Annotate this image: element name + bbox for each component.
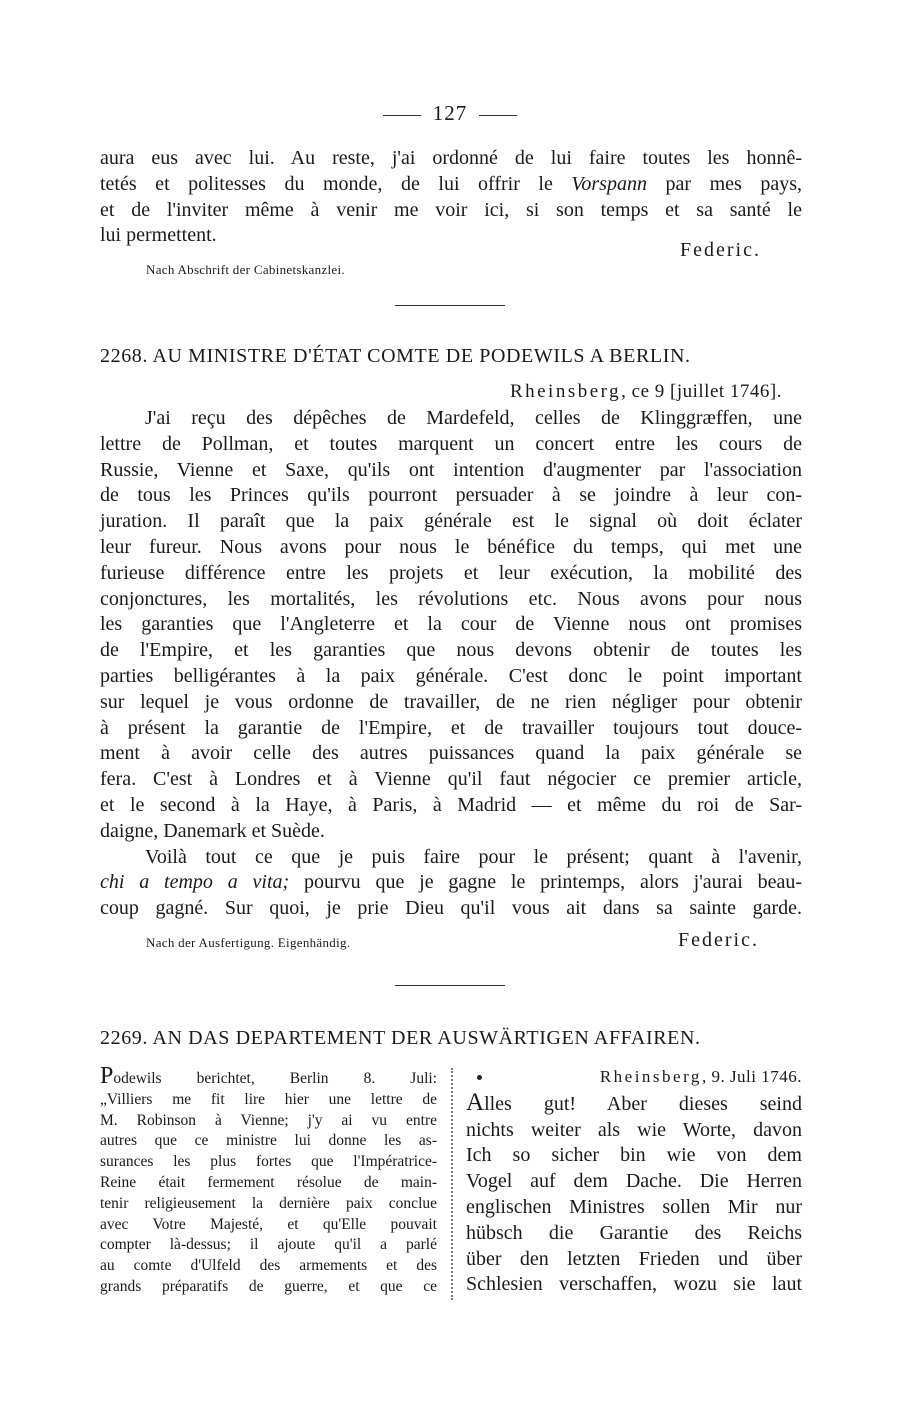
source-note: Nach Abschrift der Cabinetskanzlei. — [146, 262, 345, 277]
text-fragment: pourvu que je gagne le printemps, alors j'aurai beau- — [289, 871, 802, 894]
text-line: Reine était fermement résolue de main- — [100, 1173, 437, 1191]
text-line: lui permettent. — [100, 224, 217, 247]
text-line: nichts weiter als wie Worte, davon — [466, 1118, 802, 1141]
text-line: avec Votre Majesté, et qu'Elle pouvait — [100, 1215, 437, 1233]
text-line: de tous les Princes qu'ils pourront persuader à se joindre à leur con- — [100, 484, 802, 507]
text-line: J'ai reçu des dépêches de Mardefeld, celles de Klinggræffen, une — [145, 407, 802, 429]
text-line: et le second à la Haye, à Paris, à Madrid — et même du roi de Sar- — [100, 793, 802, 816]
text-line: parties belligérantes à la paix générale. C'est donc le point important — [100, 664, 802, 687]
text-line: juration. Il paraît que la paix générale est le signal où doit éclater — [100, 510, 802, 533]
text-line: Ich so sicher bin wie von dem — [466, 1144, 802, 1167]
text-line: tetés et politesses du monde, de lui offrir le Vorspann par mes pays, — [100, 172, 802, 195]
text-fragment: odewils berichtet, Berlin 8. Juli: — [113, 1070, 437, 1087]
text-line: über den letzten Frieden und über — [466, 1247, 802, 1270]
text-fragment: lles gut! Aber dieses seind — [484, 1092, 802, 1115]
section-divider — [395, 985, 505, 986]
section-divider — [395, 305, 505, 306]
dateline-place: Rheinsberg — [599, 1067, 702, 1086]
text-line: „Villiers me fit lire hier une lettre de — [100, 1090, 437, 1108]
initial-letter: P — [100, 1063, 114, 1089]
text-line: hübsch die Garantie des Reichs — [466, 1221, 802, 1244]
text-line: grands préparatifs de guerre, et que ce — [100, 1277, 437, 1295]
text-line: Russie, Vienne et Saxe, qu'ils ont intention d'augmenter par l'association — [100, 458, 802, 481]
column-divider — [451, 1068, 453, 1300]
text-line — [466, 1090, 802, 1118]
report-summary-column — [100, 1063, 437, 1298]
text-line: fera. C'est à Londres et à Vienne qu'il faut négocier ce premier article, — [100, 768, 802, 791]
text-line: de l'Empire, et les garanties que nous devons obtenir de toutes les — [100, 639, 802, 662]
text-line: Voilà tout ce que je puis faire pour le présent; quant à l'avenir, — [145, 845, 802, 868]
text-line: coup gagné. Sur quoi, je prie Dieu qu'il vous ait dans sa sainte garde. — [100, 897, 802, 920]
text-line: compter là-dessus; il ajoute qu'il a parlé — [100, 1236, 437, 1254]
letter-heading: 2269. AN DAS DEPARTEMENT DER AUSWÄRTIGEN AFFAIREN. — [100, 1027, 701, 1049]
text-line: aura eus avec lui. Au reste, j'ai ordonné de lui faire toutes les honnê- — [100, 147, 802, 169]
dateline-place: Rheinsberg — [509, 381, 622, 402]
reply-column — [466, 1064, 802, 1298]
text-line: englischen Ministres sollen Mir nur — [466, 1195, 802, 1218]
text-line: ment à avoir celle des autres puissances quand la paix générale se — [100, 742, 802, 765]
letter-heading: 2268. AU MINISTRE D'ÉTAT COMTE DE PODEWILS A BERLIN. — [100, 345, 691, 367]
header-dash-left — [383, 115, 421, 116]
text-line: tenir religieusement la dernière paix conclue — [100, 1194, 437, 1212]
source-note: Nach der Ausfertigung. Eigenhändig. — [146, 935, 351, 950]
text-line: à présent la garantie de l'Empire, et de travailler toujours tout douce- — [100, 716, 802, 739]
text-line: les garanties que l'Angleterre et la cour de Vienne nous ont promises — [100, 613, 802, 636]
text-line: daigne, Danemark et Suède. — [100, 819, 325, 842]
italic-word: Vorspann — [571, 172, 647, 195]
text-line: autres que ce ministre lui donne les as- — [100, 1132, 437, 1150]
text-line: et de l'inviter même à venir me voir ici, si son temps et sa santé le — [100, 198, 802, 221]
signature: Federic. — [678, 929, 759, 951]
italic-phrase: chi a tempo a vita; — [100, 871, 290, 894]
text-line: Vogel auf dem Dache. Die Herren — [466, 1170, 802, 1193]
text-line: lettre de Pollman, et toutes marquent un concert entre les cours de — [100, 432, 802, 455]
initial-letter: A — [466, 1088, 485, 1116]
text-line: surances les plus fortes que l'Impératrice- — [100, 1153, 437, 1171]
text-line: sur lequel je vous ordonne de travailler, de ne rien négliger pour obtenir — [100, 690, 802, 713]
page-header — [0, 101, 900, 126]
continuation-paragraph — [100, 146, 802, 249]
text-line: leur fureur. Nous avons pour nous le bénéfice du temps, qui met une — [100, 535, 802, 558]
text-line — [100, 870, 802, 896]
dateline — [510, 381, 782, 403]
header-dash-right — [479, 115, 517, 116]
dateline-date: , 9. Juli 1746. — [701, 1067, 802, 1086]
text-line: furieuse différence entre les projets et leur exécution, la mobilité des — [100, 561, 802, 584]
text-line: conjonctures, les mortalités, les révolutions etc. Nous avons pour nous — [100, 587, 802, 610]
text-line: au comte d'Ulfeld des armements et des — [100, 1257, 437, 1275]
text-line — [100, 1063, 437, 1090]
dateline — [466, 1064, 802, 1090]
dateline-date: , ce 9 [juillet 1746]. — [621, 381, 782, 402]
page-number: 127 — [432, 101, 468, 125]
letter-body — [100, 406, 802, 922]
signature: Federic. — [680, 239, 761, 261]
text-line: Schlesien verschaffen, wozu sie laut — [466, 1273, 802, 1296]
text-line: M. Robinson à Vienne; j'y ai vu entre — [100, 1111, 437, 1129]
